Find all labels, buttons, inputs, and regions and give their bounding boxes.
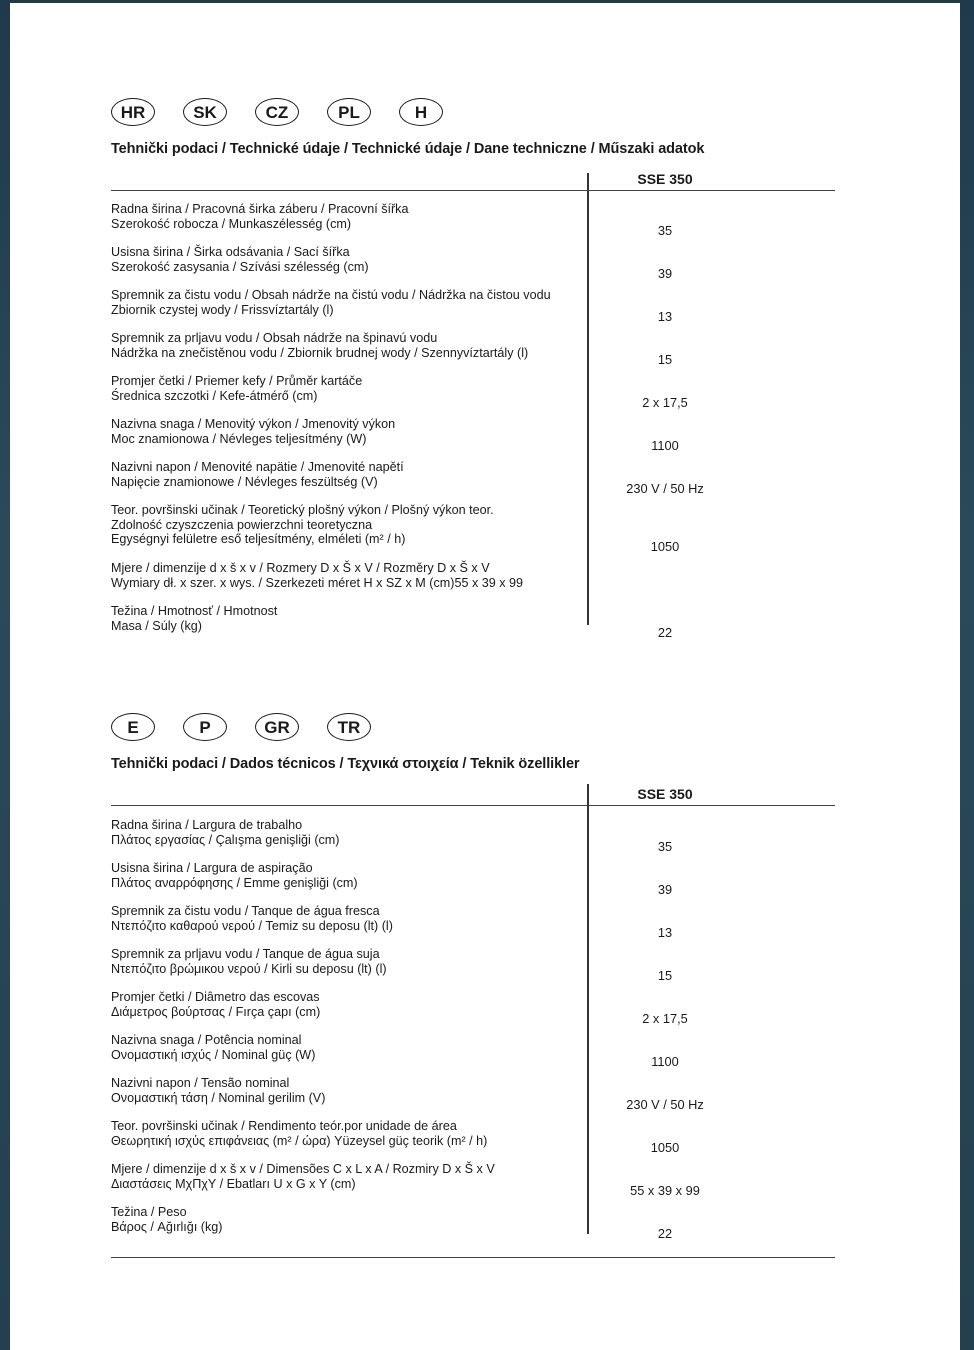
- language-badge: HR: [111, 98, 155, 126]
- spec-row: [111, 904, 835, 947]
- spec-label-line: Težina / Peso: [111, 1205, 187, 1219]
- spec-label: [111, 202, 581, 231]
- section-title: Tehnički podaci / Dados técnicos / Τεχνικά στοιχεία / Teknik özellikler: [111, 756, 580, 772]
- spec-label: [111, 460, 581, 489]
- spec-value: 35: [657, 838, 673, 854]
- spec-label: [111, 331, 581, 360]
- spec-row: [111, 990, 835, 1033]
- spec-label-line: Szerokość zasysania / Szívási szélesség (cm): [111, 259, 369, 274]
- spec-value: 39: [657, 881, 673, 897]
- model-header-row: [111, 784, 835, 806]
- model-name: SSE 350: [637, 171, 693, 187]
- spec-row: [111, 604, 835, 647]
- spec-value: 230 V / 50 Hz: [626, 1096, 704, 1112]
- spec-row: [111, 460, 835, 503]
- language-badge: SK: [183, 98, 227, 126]
- spec-label-line: Usisna širina / Širka odsávania / Sací šířka: [111, 245, 350, 259]
- language-badge: CZ: [255, 98, 299, 126]
- spec-value: 22: [657, 624, 673, 640]
- spec-label-line: Nádržka na znečistěnou vodu / Zbiornik brudnej wody / Szennyvíztartály (l): [111, 345, 529, 360]
- spec-value: 55 x 39 x 99: [630, 1182, 700, 1198]
- spec-row: [111, 245, 835, 288]
- spec-row: [111, 1162, 835, 1205]
- spec-label-line: Zdolność czyszczenia powierzchni teoretyczna: [111, 517, 373, 532]
- bottom-divider: [111, 1257, 835, 1258]
- spec-label: [111, 1076, 581, 1105]
- spec-row: [111, 374, 835, 417]
- spec-label: [111, 503, 581, 547]
- section-title: Tehnički podaci / Technické údaje / Technické údaje / Dane techniczne / Műszaki adatok: [111, 141, 705, 157]
- spec-label: [111, 604, 581, 633]
- spec-row: [111, 818, 835, 861]
- spec-label: [111, 1119, 581, 1148]
- spec-label-line: Nazivni napon / Tensão nominal: [111, 1076, 290, 1090]
- spec-value: 39: [657, 265, 673, 281]
- spec-label-line: Πλάτος αναρρόφησης / Emme genişliği (cm): [111, 875, 358, 890]
- spec-label-line: Διαστάσεις ΜχΠχΥ / Ebatları U x G x Y (cm): [111, 1176, 356, 1191]
- spec-row: [111, 1119, 835, 1162]
- spec-label: [111, 288, 581, 317]
- spec-value: 22: [657, 1225, 673, 1241]
- spec-value: 2 x 17,5: [642, 1010, 688, 1026]
- spec-row: [111, 417, 835, 460]
- language-badge: H: [399, 98, 443, 126]
- spec-label-line: Teor. površinski učinak / Rendimento teór.por unidade de área: [111, 1119, 457, 1133]
- model-header-row: [111, 169, 835, 191]
- language-badge: E: [111, 713, 155, 741]
- spec-label-line: Średnica szczotki / Kefe-átmérő (cm): [111, 388, 318, 403]
- spec-row: [111, 503, 835, 561]
- spec-label-line: Διάμετρος βούρτσας / Fırça çapı (cm): [111, 1004, 321, 1019]
- spec-value: 35: [657, 222, 673, 238]
- spec-label-line: Θεωρητική ισχύς επιφάνειας (m² / ώρα) Yüzeysel güç teorik (m² / h): [111, 1133, 488, 1148]
- spec-value: 1050: [650, 1139, 680, 1155]
- spec-label: [111, 861, 581, 890]
- spec-label-line: Nazivna snaga / Menovitý výkon / Jmenovitý výkon: [111, 417, 396, 431]
- spec-row: [111, 561, 835, 604]
- spec-label: [111, 374, 581, 403]
- spec-value: 1100: [651, 437, 679, 453]
- spec-label-line: Szerokość robocza / Munkaszélesség (cm): [111, 216, 352, 231]
- spec-label-line: Egységnyi felületre eső teljesítmény, elméleti (m² / h): [111, 532, 406, 546]
- spec-label-line: Mjere / dimenzije d x š x v / Dimensões C x L x A / Rozmiry D x Š x V: [111, 1162, 495, 1176]
- spec-label: [111, 1033, 581, 1062]
- spec-section-2: [111, 713, 835, 1248]
- spec-label: [111, 947, 581, 976]
- language-badge: GR: [255, 713, 299, 741]
- spec-value: 1100: [651, 1053, 679, 1069]
- spec-label-line: Πλάτος εργασίας / Çalışma genişliği (cm): [111, 832, 340, 847]
- spec-section-1: [111, 98, 835, 647]
- spec-label: [111, 1162, 581, 1191]
- spec-label-line: Spremnik za prljavu vodu / Tanque de água suja: [111, 947, 380, 961]
- spec-value: 15: [657, 967, 673, 983]
- spec-label-line: Nazivna snaga / Potência nominal: [111, 1033, 302, 1047]
- spec-label: [111, 1205, 581, 1234]
- spec-label-line: Βάρος / Ağırlığı (kg): [111, 1219, 223, 1234]
- spec-label-line: Spremnik za čistu vodu / Obsah nádrže na čistú vodu / Nádržka na čistou vodu: [111, 288, 551, 302]
- spec-label-line: Težina / Hmotnosť / Hmotnost: [111, 604, 278, 618]
- spec-row: [111, 861, 835, 904]
- language-badge: TR: [327, 713, 371, 741]
- spec-label-line: Wymiary dł. x szer. x wys. / Szerkezeti méret H x SZ x M (cm)55 x 39 x 99: [111, 575, 524, 590]
- spec-label-line: Promjer četki / Priemer kefy / Průměr kartáče: [111, 374, 363, 388]
- spec-row: [111, 947, 835, 990]
- spec-row: [111, 1205, 835, 1248]
- spec-label: [111, 561, 581, 590]
- spec-value: 230 V / 50 Hz: [626, 480, 704, 496]
- spec-label-line: Ντεπόζιτο καθαρού νερού / Temiz su deposu (lt) (l): [111, 918, 393, 933]
- spec-label-line: Usisna širina / Largura de aspiração: [111, 861, 313, 875]
- spec-label: [111, 904, 581, 933]
- spec-table: [111, 169, 835, 647]
- spec-label-line: Teor. površinski učinak / Teoretický plošný výkon / Plošný výkon teor.: [111, 503, 494, 517]
- spec-row: [111, 331, 835, 374]
- language-badges: [111, 713, 835, 743]
- spec-label-line: Spremnik za prljavu vodu / Obsah nádrže na špinavú vodu: [111, 331, 438, 345]
- spec-label-line: Mjere / dimenzije d x š x v / Rozmery D x Š x V / Rozměry D x Š x V: [111, 561, 490, 575]
- spec-label-line: Promjer četki / Diâmetro das escovas: [111, 990, 320, 1004]
- model-name: SSE 350: [637, 786, 693, 802]
- spec-label-line: Ονομαστική ισχύς / Nominal güç (W): [111, 1047, 316, 1062]
- spec-label: [111, 818, 581, 847]
- spec-label: [111, 990, 581, 1019]
- spec-label-line: Moc znamionowa / Névleges teljesítmény (W): [111, 431, 367, 446]
- spec-label-line: Masa / Súly (kg): [111, 618, 202, 633]
- language-badge: PL: [327, 98, 371, 126]
- spec-value: 13: [657, 924, 673, 940]
- spec-label-line: Spremnik za čistu vodu / Tanque de água fresca: [111, 904, 380, 918]
- spec-row: [111, 1076, 835, 1119]
- language-badge: P: [183, 713, 227, 741]
- spec-value: 1050: [650, 538, 680, 554]
- language-badges: [111, 98, 835, 128]
- spec-label-line: Ντεπόζιτο βρώμικου νερού / Kirli su deposu (lt) (l): [111, 961, 387, 976]
- spec-value: 13: [657, 308, 673, 324]
- spec-label-line: Zbiornik czystej wody / Frissvíztartály (l): [111, 302, 334, 317]
- spec-label-line: Nazivni napon / Menovité napätie / Jmenovité napětí: [111, 460, 404, 474]
- spec-row: [111, 1033, 835, 1076]
- spec-value: 15: [657, 351, 673, 367]
- spec-value: 2 x 17,5: [642, 394, 688, 410]
- spec-label-line: Ονομαστική τάση / Nominal gerilim (V): [111, 1090, 326, 1105]
- spec-label: [111, 245, 581, 274]
- spec-label-line: Radna širina / Largura de trabalho: [111, 818, 303, 832]
- spec-label-line: Napięcie znamionowe / Névleges feszültség (V): [111, 474, 378, 489]
- spec-label: [111, 417, 581, 446]
- spec-label-line: Radna širina / Pracovná širka záberu / Pracovní šířka: [111, 202, 409, 216]
- spec-row: [111, 202, 835, 245]
- spec-table: [111, 784, 835, 1248]
- spec-row: [111, 288, 835, 331]
